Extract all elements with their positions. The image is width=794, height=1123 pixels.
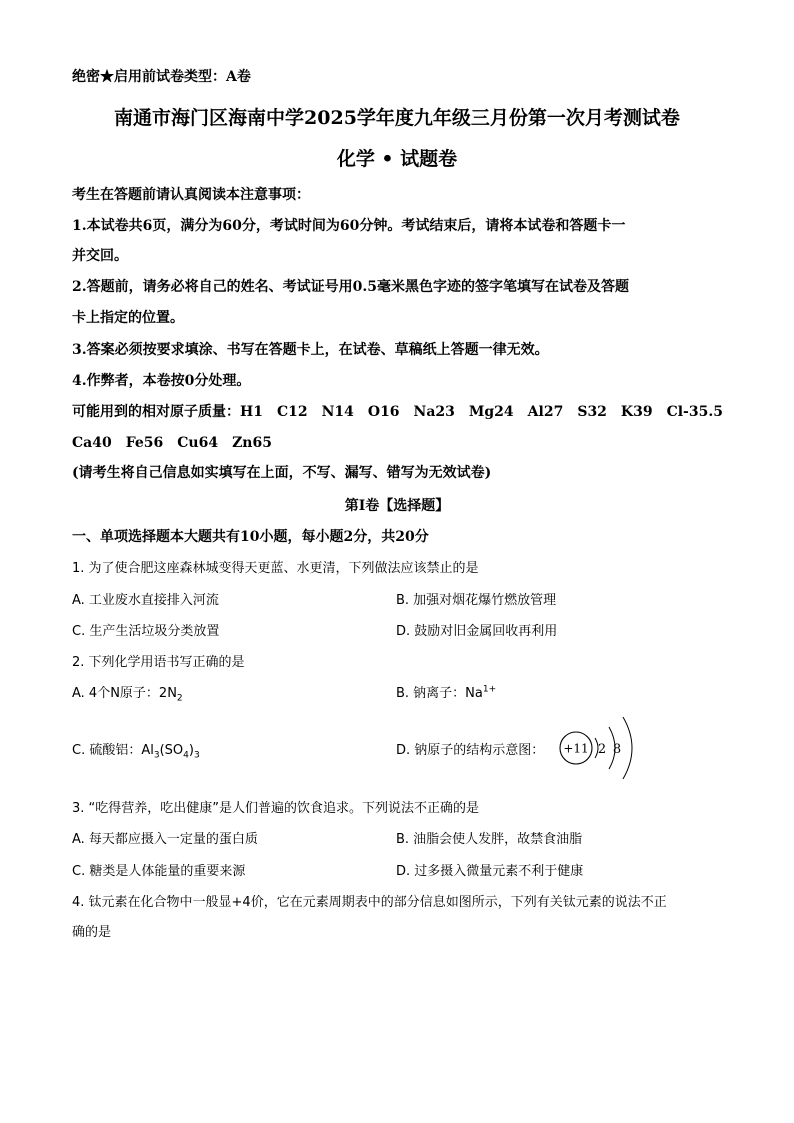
notice-item-1: 1.本试卷共6页，满分为60分，考试时间为60分钟。考试结束后，请将本试卷和答题卡一 — [72, 218, 626, 234]
exam-title: 南通市海门区海南中学2025学年度九年级三月份第一次月考测试卷 — [114, 107, 680, 129]
notice-item-4: 4.作弊者，本卷按0分处理。 — [72, 373, 251, 389]
q1-stem: 1. 为了使合肥这座森林城变得天更蓝、水更清，下列做法应该禁止的是 — [72, 561, 479, 576]
q1-option-d: D. 鼓励对旧金属回收再利用 — [396, 624, 558, 639]
notice-item-2-cont: 卡上指定的位置。 — [72, 310, 184, 326]
q2-option-c-sub-1: 3 — [153, 750, 160, 761]
notice-heading: 考生在答题前请认真阅读本注意事项： — [72, 187, 310, 203]
volume-heading: 第Ⅰ卷【选择题】 — [344, 498, 450, 514]
electron-shell-3-arc — [623, 717, 632, 779]
q3-stem: 3. “吃得营养，吃出健康”是人们普遍的饮食追求。下列说法不正确的是 — [72, 801, 480, 816]
sodium-atom-structure-diagram — [557, 714, 637, 782]
notice-item-3: 3.答案必须按要求填涂、书写在答题卡上，在试卷、草稿纸上答题一律无效。 — [72, 342, 549, 358]
q2-option-a-text: A. 4个N原子：2N — [72, 686, 177, 701]
shell-1-electrons: 2 — [597, 742, 607, 757]
q2-option-c-sub-3: 3 — [193, 750, 200, 761]
q2-option-b — [396, 682, 496, 701]
q1-option-b: B. 加强对烟花爆竹燃放管理 — [396, 593, 557, 608]
notice-item-1-cont: 并交回。 — [72, 248, 128, 264]
q1-option-c: C. 生产生活垃圾分类放置 — [72, 624, 220, 639]
q2-option-a — [72, 682, 183, 704]
exam-subtitle: 化学 • 试题卷 — [336, 148, 458, 170]
secret-label: 绝密★启用前试卷类型：A卷 — [72, 69, 251, 85]
q2-option-c-text: C. 硫酸铝：Al — [72, 743, 154, 758]
q3-option-b: B. 油脂会使人发胖，故禁食油脂 — [396, 832, 583, 847]
atomic-masses: 可能用到的相对原子质量：H1 C12 N14 O16 Na23 Mg24 Al27 S32 K39 Cl-35.5 — [72, 404, 723, 420]
info-reminder: (请考生将自己信息如实填写在上面，不写、漏写、错写为无效试卷) — [72, 465, 492, 481]
q2-option-c — [72, 739, 200, 761]
q2-option-a-subscript: 2 — [176, 693, 183, 704]
section-heading: 一、单项选择题本大题共有10小题，每小题2分，共20分 — [72, 529, 429, 545]
q2-stem: 2. 下列化学用语书写正确的是 — [72, 655, 245, 670]
q1-option-a: A. 工业废水直接排入河流 — [72, 593, 219, 608]
q3-option-a: A. 每天都应摄入一定量的蛋白质 — [72, 832, 258, 847]
q2-option-b-superscript: 1+ — [482, 684, 497, 695]
shell-2-electrons: 8 — [612, 742, 622, 757]
q3-option-d: D. 过多摄入微量元素不利于健康 — [396, 864, 584, 879]
q2-option-d: D. 钠原子的结构示意图： — [396, 743, 545, 758]
q2-option-c-text-3: ) — [188, 743, 194, 758]
atomic-masses-cont: Ca40 Fe56 Cu64 Zn65 — [72, 435, 272, 451]
q3-option-c: C. 糖类是人体能量的重要来源 — [72, 864, 246, 879]
q4-stem-cont: 确的是 — [72, 925, 112, 940]
notice-item-2: 2.答题前，请务必将自己的姓名、考试证号用0.5毫米黑色字迹的签字笔填写在试卷及答题 — [72, 279, 629, 295]
q4-stem: 4. 钛元素在化合物中一般显+4价，它在元素周期表中的部分信息如图所示，下列有关钛元素的说法不正 — [72, 895, 667, 910]
q2-option-c-text-2: (SO — [159, 743, 184, 758]
nucleus-charge: +11 — [563, 741, 589, 756]
q2-option-c-sub-2: 4 — [183, 750, 189, 761]
q2-option-b-text: B. 钠离子：Na — [396, 686, 483, 701]
